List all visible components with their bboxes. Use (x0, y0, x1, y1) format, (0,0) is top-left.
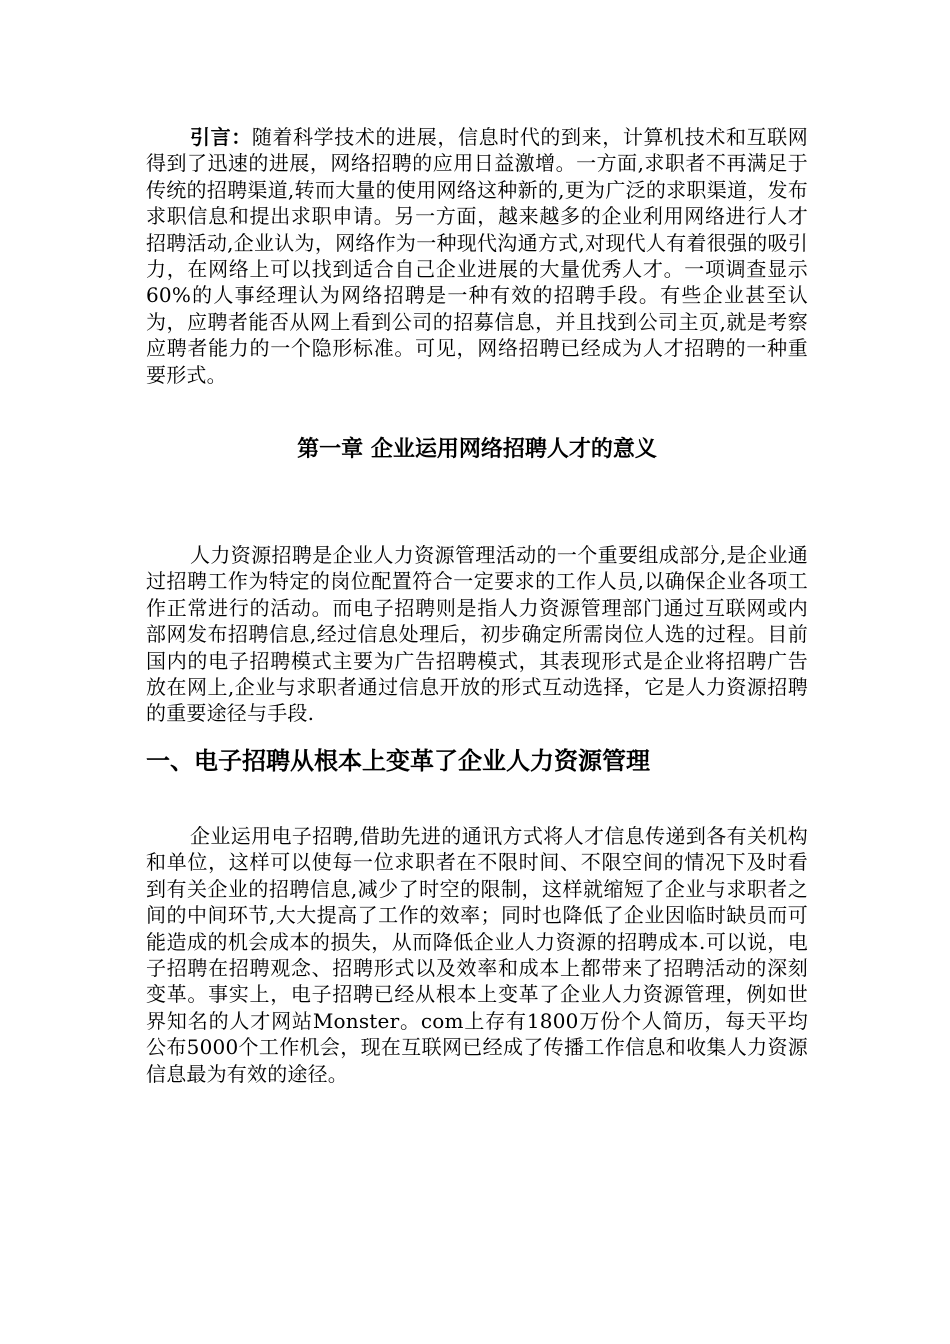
body-paragraph-2: 企业运用电子招聘,借助先进的通讯方式将人才信息传递到各有关机构和单位，这样可以使每一位求职者在不限时间、不限空间的情况下及时看到有关企业的招聘信息,减少了时空的限制，这样就缩短了企业与求职者之间的中间环节,大大提高了工作的效率；同时也降低了企业因临时缺员而可能造成的机会成本的损失，从而降低企业人力资源的招聘成本.可以说，电子招聘在招聘观念、招聘形式以及效率和成本上都带来了招聘活动的深刻变革。事实上，电子招聘已经从根本上变革了企业人力资源管理，例如世界知名的人才网站Monster。com上存有1800万份个人简历，每天平均公布5000个工作机会，现在互联网已经成了传播工作信息和收集人力资源信息最为有效的途径。 (146, 824, 808, 1086)
intro-text: 随着科学技术的进展，信息时代的到来，计算机技术和互联网得到了迅速的进展，网络招聘的应用日益激增。一方面,求职者不再满足于传统的招聘渠道,转而大量的使用网络这种新的,更为广泛的求职渠道，发布求职信息和提出求职申请。另一方面，越来越多的企业利用网络进行人才招聘活动,企业认为，网络作为一种现代沟通方式,对现代人有着很强的吸引力，在网络上可以找到适合自己企业进展的大量优秀人才。一项调查显示60%的人事经理认为网络招聘是一种有效的招聘手段。有些企业甚至认为，应聘者能否从网上看到公司的招募信息，并且找到公司主页,就是考察应聘者能力的一个隐形标准。可见，网络招聘已经成为人才招聘的一种重要形式。 (146, 125, 808, 387)
body-paragraph-1: 人力资源招聘是企业人力资源管理活动的一个重要组成部分,是企业通过招聘工作为特定的岗位配置符合一定要求的工作人员,以确保企业各项工作正常进行的活动。而电子招聘则是指人力资源管理部门通过互联网或内部网发布招聘信息,经过信息处理后，初步确定所需岗位人选的过程。目前国内的电子招聘模式主要为广告招聘模式，其表现形式是企业将招聘广告放在网上,企业与求职者通过信息开放的形式互动选择，它是人力资源招聘的重要途径与手段. (146, 543, 808, 726)
chapter-title: 第一章 企业运用网络招聘人才的意义 (297, 437, 657, 462)
section-heading: 一、电子招聘从根本上变革了企业人力资源管理 (146, 747, 650, 775)
intro-paragraph (146, 124, 808, 388)
intro-label: 引言： (190, 125, 252, 149)
